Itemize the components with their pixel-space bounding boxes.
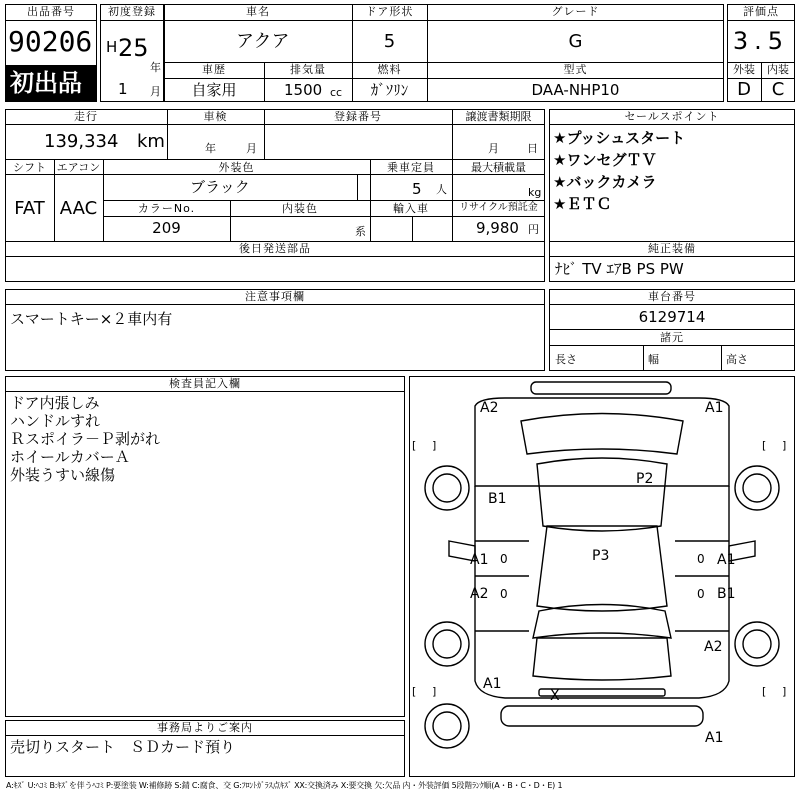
reg-month-unit: 月	[150, 85, 161, 98]
reg-year: 25	[118, 34, 149, 62]
parts-label: 後日発送部品	[239, 242, 311, 255]
bracket-right-top-end: ]	[782, 439, 787, 452]
exterior-label: 外装	[733, 63, 755, 76]
rear-glass-shape	[521, 414, 683, 455]
bracket-right-bottom-end: ]	[782, 685, 787, 698]
mark-a1-left-front: A1	[483, 676, 502, 692]
inspector-line-3: Ｒスポイラ－Ｐ剥がれ	[10, 430, 161, 448]
inspector-line-5: 外装うすい線傷	[10, 466, 116, 484]
car-diagram	[409, 376, 795, 777]
ac-label: エアコン	[56, 161, 101, 174]
reg-label: 初度登録	[108, 5, 156, 18]
reg-month: 1	[118, 80, 128, 98]
mark-zero-1: 0	[500, 552, 508, 566]
load-label: 最大積載量	[471, 161, 526, 174]
sales-point-2: ★ワンセグＴＶ	[553, 151, 657, 169]
rear-bumper-shape	[531, 382, 671, 394]
mark-a1-front-bumper: A1	[705, 730, 724, 746]
equipment-value: ﾅﾋﾞ TV ｴｱB PS PW	[555, 260, 684, 278]
width-label: 幅	[648, 353, 659, 366]
wheel-front-left	[425, 622, 469, 666]
mark-x-grille: X	[550, 688, 560, 704]
transfer-month: 月	[488, 142, 499, 155]
score-value: 3.5	[732, 27, 790, 55]
history-label: 車歴	[202, 63, 226, 76]
mark-b1-right-door: B1	[717, 586, 736, 602]
mark-a1-left-door: A1	[470, 552, 489, 568]
fuel-value: ｶﾞｿﾘﾝ	[370, 81, 409, 99]
wheel-spare	[425, 704, 469, 748]
inspector-line-1: ドア内張しみ	[10, 394, 100, 412]
notes-label: 注意事項欄	[245, 290, 305, 303]
office-text: 売切りスタート ＳＤカード預り	[10, 738, 236, 756]
inspector-line-2: ハンドルすれ	[10, 412, 101, 430]
front-bumper-shape	[501, 706, 703, 726]
mark-a2-right: A2	[704, 639, 723, 655]
inspection-year: 年	[205, 142, 216, 155]
sales-point-4: ★ＥＴＣ	[553, 195, 612, 213]
mileage-label: 走行	[74, 110, 98, 123]
roof-shape	[537, 458, 667, 531]
displacement-value: 1500	[284, 81, 323, 99]
import-label: 輸入車	[393, 202, 429, 215]
bracket-left-top: [	[412, 439, 417, 452]
mark-a2-rear-left: A2	[480, 400, 499, 416]
shift-value: FAT	[14, 198, 45, 219]
reg-era: H	[106, 38, 118, 56]
wheel-front-right	[735, 622, 779, 666]
mark-a1-rear-right: A1	[705, 400, 724, 416]
door-label: ドア形状	[365, 5, 414, 18]
front-hood-shape	[533, 638, 671, 680]
score-label: 評価点	[743, 5, 779, 18]
door-value: 5	[383, 31, 396, 52]
interior-grade: C	[771, 79, 785, 100]
recycle-unit: 円	[528, 223, 539, 236]
wheel-rear-right	[735, 466, 779, 510]
sales-point-1: ★プッシュスタート	[553, 129, 686, 147]
specs-label: 諸元	[660, 331, 684, 344]
lot-label: 出品番号	[27, 5, 75, 18]
bracket-left-top-end: ]	[432, 439, 437, 452]
wheel-rear-left	[425, 466, 469, 510]
inspection-month: 月	[246, 142, 257, 155]
mark-p3: P3	[592, 548, 610, 564]
color-value: ブラック	[190, 178, 250, 196]
bracket-right-top: [	[762, 439, 767, 452]
plate-label: 登録番号	[334, 110, 382, 123]
hood-shape	[537, 526, 667, 611]
mark-zero-2: 0	[697, 552, 705, 566]
reg-year-unit: 年	[150, 61, 161, 74]
capacity-unit: 人	[436, 183, 447, 196]
displacement-unit: cc	[330, 86, 343, 99]
exterior-grade: D	[737, 79, 751, 100]
mark-a1-right-door: A1	[717, 552, 736, 568]
interior-color-label: 内装色	[282, 202, 318, 215]
capacity-value: 5	[412, 180, 422, 198]
office-label: 事務局よりご案内	[157, 721, 253, 734]
rear-body-shape	[475, 398, 729, 486]
length-label: 長さ	[555, 353, 577, 366]
front-body-shape	[475, 486, 729, 698]
inspector-line-4: ホイールカバーＡ	[10, 448, 130, 466]
recycle-value: 9,980	[476, 219, 519, 237]
transfer-day: 日	[527, 142, 538, 155]
history-value: 自家用	[191, 81, 237, 99]
load-unit: kg	[528, 186, 542, 199]
lot-number: 90206	[8, 25, 93, 58]
chassis-value: 6129714	[638, 308, 706, 326]
fuel-label: 燃料	[377, 63, 402, 76]
mark-b1-left: B1	[488, 491, 507, 507]
chassis-label: 車台番号	[648, 290, 696, 303]
notes-text: スマートキー×２車内有	[10, 310, 173, 328]
shift-label: シフト	[13, 161, 46, 174]
grade-label: グレード	[551, 5, 600, 18]
inspection-label: 車検	[203, 110, 228, 123]
sales-point-3: ★バックカメラ	[553, 173, 657, 191]
sales-label: セールスポイント	[624, 110, 720, 123]
transfer-label: 譲渡書類期限	[465, 110, 532, 123]
equipment-label: 純正装備	[648, 242, 696, 255]
ac-value: AAC	[59, 198, 98, 219]
color-label: 外装色	[218, 161, 255, 174]
bracket-left-bottom-end: ]	[432, 685, 437, 698]
mileage-value: 139,334	[44, 131, 119, 152]
model-label: 型式	[563, 63, 588, 76]
mark-zero-4: 0	[697, 587, 705, 601]
height-label: 高さ	[726, 353, 748, 366]
name-label: 車名	[246, 5, 270, 18]
first-listing-text: 初出品	[10, 69, 82, 97]
mark-p2: P2	[636, 471, 654, 487]
capacity-label: 乗車定員	[387, 161, 435, 174]
mileage-unit: km	[137, 131, 165, 152]
bracket-left-bottom: [	[412, 685, 417, 698]
bracket-right-bottom: [	[762, 685, 767, 698]
displacement-label: 排気量	[290, 63, 326, 76]
color-no-value: 209	[152, 219, 181, 237]
interior-label: 内装	[767, 63, 789, 76]
windshield-shape	[533, 605, 671, 639]
inspector-label: 検査員記入欄	[169, 377, 241, 390]
legend-text: A:ｷｽﾞ U:ﾍｺﾐ B:ｷｽﾞを伴うﾍｺﾐ P:要塗装 W:補修跡 S:錆 C:腐食、交 G:ﾌﾛﾝﾄｶﾞﾗｽ点ｷｽﾞ XX:交換済み X:要交換 欠:欠品 内・外装評価 5段階ﾗﾝｸ順(A・B・C・D・E) 1	[6, 781, 563, 790]
color-no-label: カラーNo.	[137, 202, 196, 215]
grade-value: G	[568, 31, 583, 52]
mark-zero-3: 0	[500, 587, 508, 601]
recycle-label: リサイクル預託金	[459, 202, 538, 213]
car-name: アクア	[236, 31, 290, 52]
model-value: DAA-NHP10	[531, 81, 620, 99]
interior-color-suffix: 系	[355, 225, 366, 238]
mark-a2-left-rear-door: A2	[470, 586, 489, 602]
